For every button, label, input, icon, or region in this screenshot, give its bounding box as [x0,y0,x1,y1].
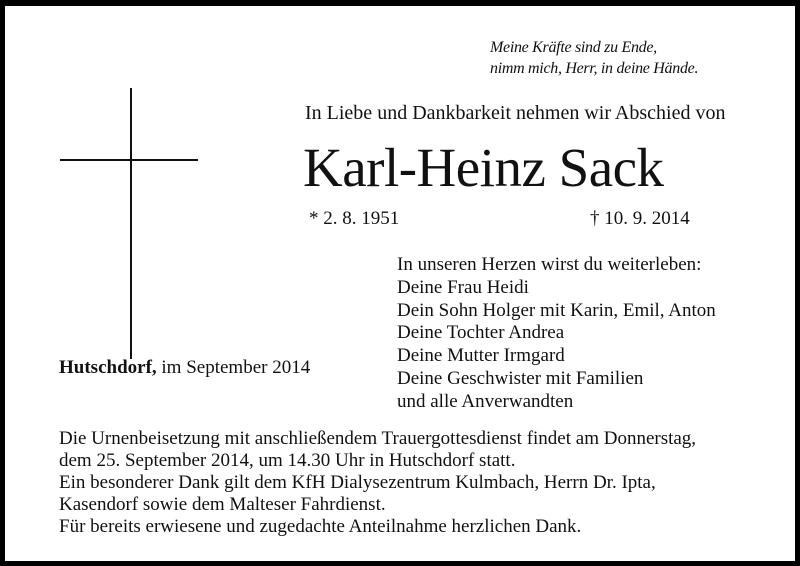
family-line: und alle Anverwandten [397,390,574,412]
notice-line: Ein besonderer Dank gilt dem KfH Dialysezentrum Kulmbach, Herrn Dr. Ipta, [59,472,656,493]
notice-line: dem 25. September 2014, um 14.30 Uhr in Hutschdorf statt. [59,450,516,471]
place-date-text: im September 2014 [156,357,311,378]
obituary-page [5,6,795,561]
notice-line: Kasendorf sowie dem Malteser Fahrdienst. [59,494,386,515]
family-line: Deine Tochter Andrea [397,322,565,344]
place-date [59,357,310,379]
cross-vertical-bar [130,88,132,359]
family-line: Deine Mutter Irmgard [397,345,565,367]
intro-text: In Liebe und Dankbarkeit nehmen wir Abschied von [305,102,726,124]
family-line: Deine Geschwister mit Familien [397,367,644,389]
cross-horizontal-bar [60,159,198,161]
notice-line: Für bereits erwiesene und zugedachte Anteilnahme herzlichen Dank. [59,516,582,537]
quote-line: nimm mich, Herr, in deine Hände. [490,60,699,77]
quote-line: Meine Kräfte sind zu Ende, [490,39,657,56]
family-list [397,254,716,414]
family-line: In unseren Herzen wirst du weiterleben: [397,254,702,275]
bible-quote [490,37,698,79]
family-line: Deine Frau Heidi [397,276,529,298]
funeral-notice [59,428,696,538]
death-date: † 10. 9. 2014 [590,208,690,229]
place-town: Hutschdorf, [59,357,157,378]
family-line: Dein Sohn Holger mit Karin, Emil, Anton [397,299,716,321]
deceased-name: Karl-Heinz Sack [303,137,664,198]
notice-line: Die Urnenbeisetzung mit anschließendem Trauergottesdienst findet am Donnerstag, [59,428,697,449]
birth-date: * 2. 8. 1951 [309,208,400,229]
